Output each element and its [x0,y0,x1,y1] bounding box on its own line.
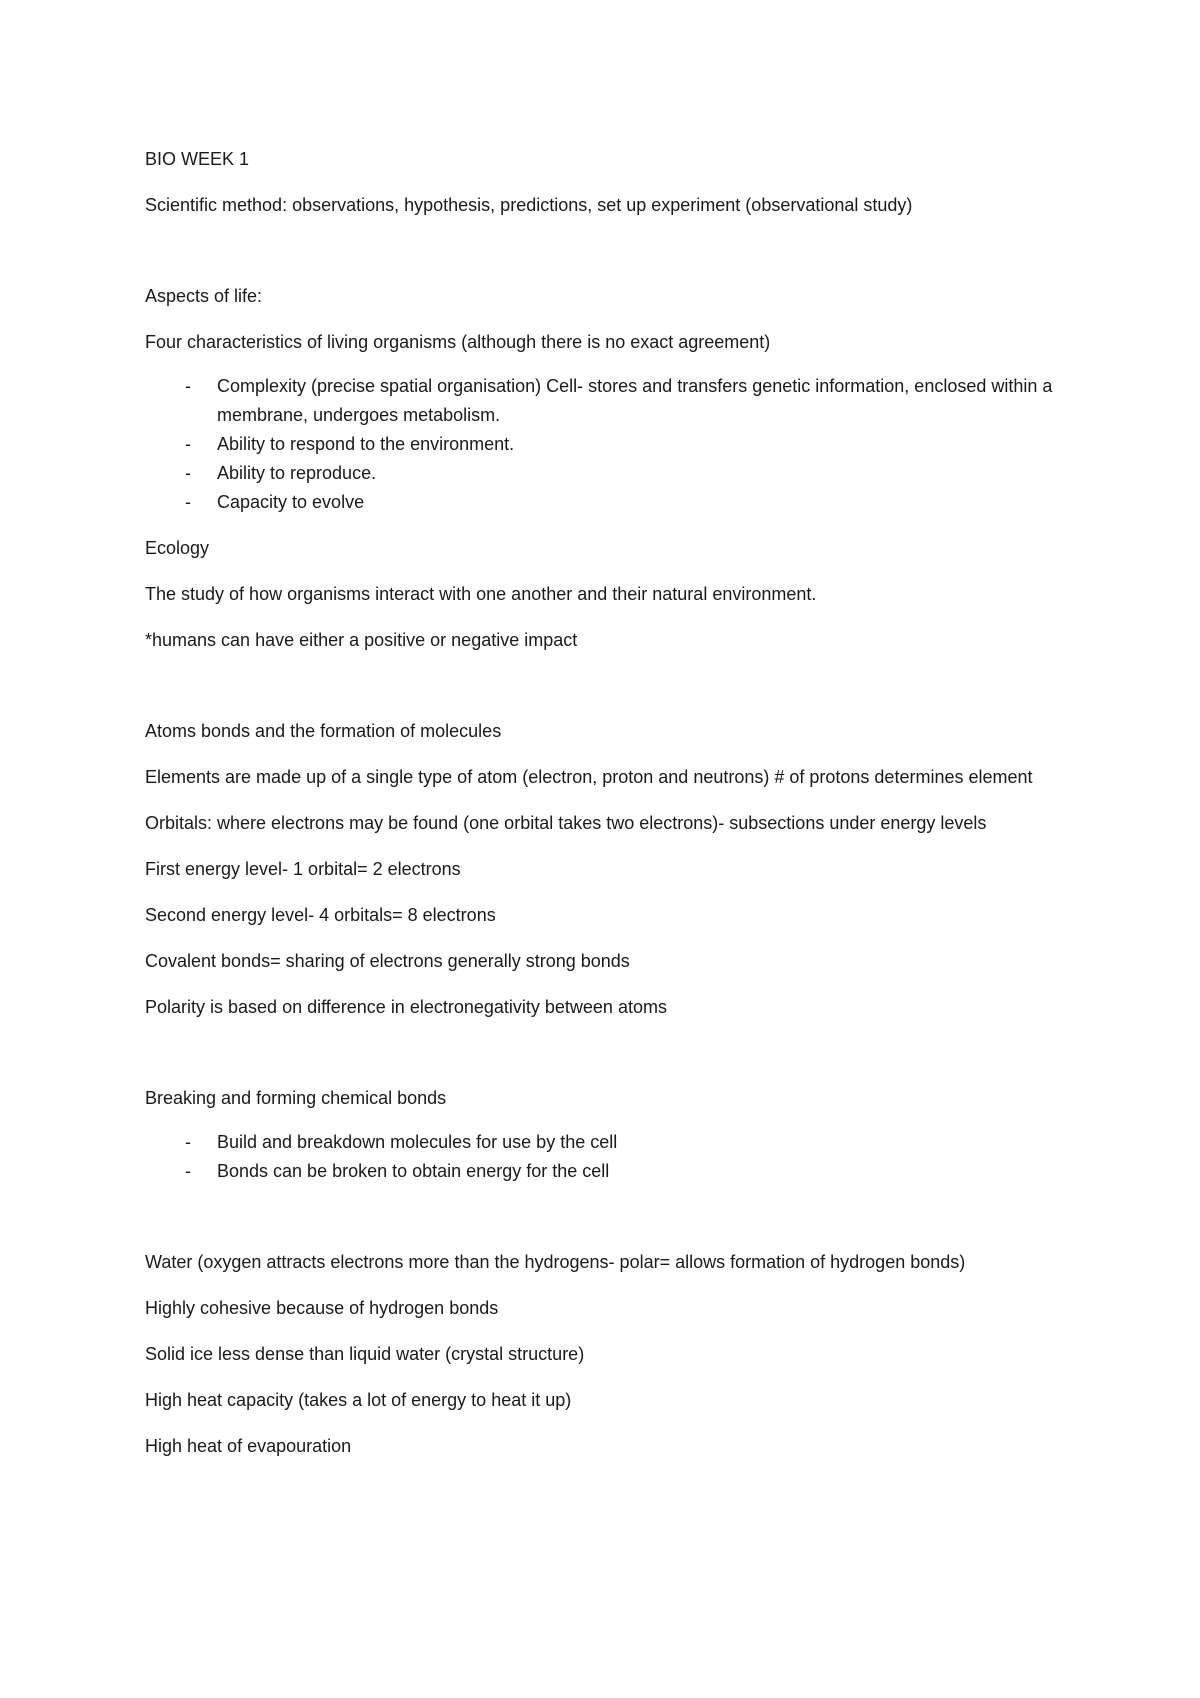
document-body [145,145,1065,1478]
blank-line [145,237,1065,282]
dash-bullet: - [185,463,191,483]
list-item [145,430,1065,459]
breaking-bonds-heading: Breaking and forming chemical bonds [145,1088,447,1108]
list-item [145,1128,1065,1157]
list-item-text: Build and breakdown molecules for use by the cell [217,1132,618,1152]
list-item [145,372,1065,430]
elements-paragraph: Elements are made up of a single type of atom (electron, proton and neutrons) # of protons determines element [145,767,1033,787]
aspects-heading: Aspects of life: [145,286,263,306]
dash-bullet: - [185,1132,191,1152]
heat-evaporation-line: High heat of evapouration [145,1436,352,1456]
heat-capacity-line: High heat capacity (takes a lot of energy to heat it up) [145,1390,572,1410]
covalent-bonds-line: Covalent bonds= sharing of electrons generally strong bonds [145,951,630,971]
dash-bullet: - [185,492,191,512]
dash-bullet: - [185,376,191,396]
blank-line [145,1203,1065,1248]
list-item [145,488,1065,517]
solid-ice-line: Solid ice less dense than liquid water (crystal structure) [145,1344,585,1364]
blank-line [145,1039,1065,1084]
first-energy-level-line: First energy level- 1 orbital= 2 electrons [145,859,461,879]
characteristics-list [145,372,1065,517]
list-item-text: Complexity (precise spatial organisation) Cell- stores and transfers genetic information, enclosed within a membrane, undergoes metabolism. [217,376,1053,425]
list-item-text: Ability to respond to the environment. [217,434,515,454]
list-item-text: Bonds can be broken to obtain energy for the cell [217,1161,610,1181]
dash-bullet: - [185,434,191,454]
atoms-heading: Atoms bonds and the formation of molecules [145,721,502,741]
ecology-definition: The study of how organisms interact with one another and their natural environment. [145,584,817,604]
bond-points-list [145,1128,1065,1186]
document-title: BIO WEEK 1 [145,149,250,169]
list-item [145,459,1065,488]
orbitals-paragraph: Orbitals: where electrons may be found (one orbital takes two electrons)- subsections under energy levels [145,813,987,833]
water-paragraph: Water (oxygen attracts electrons more than the hydrogens- polar= allows formation of hydrogen bonds) [145,1252,966,1272]
list-item [145,1157,1065,1186]
list-item-text: Ability to reproduce. [217,463,377,483]
four-characteristics-line: Four characteristics of living organisms (although there is no exact agreement) [145,332,771,352]
polarity-line: Polarity is based on difference in electronegativity between atoms [145,997,667,1017]
ecology-heading: Ecology [145,538,210,558]
cohesive-line: Highly cohesive because of hydrogen bonds [145,1298,499,1318]
second-energy-level-line: Second energy level- 4 orbitals= 8 electrons [145,905,496,925]
scientific-method-line: Scientific method: observations, hypothesis, predictions, set up experiment (observational study) [145,195,913,215]
blank-line [145,672,1065,717]
humans-note: *humans can have either a positive or negative impact [145,630,578,650]
dash-bullet: - [185,1161,191,1181]
list-item-text: Capacity to evolve [217,492,365,512]
